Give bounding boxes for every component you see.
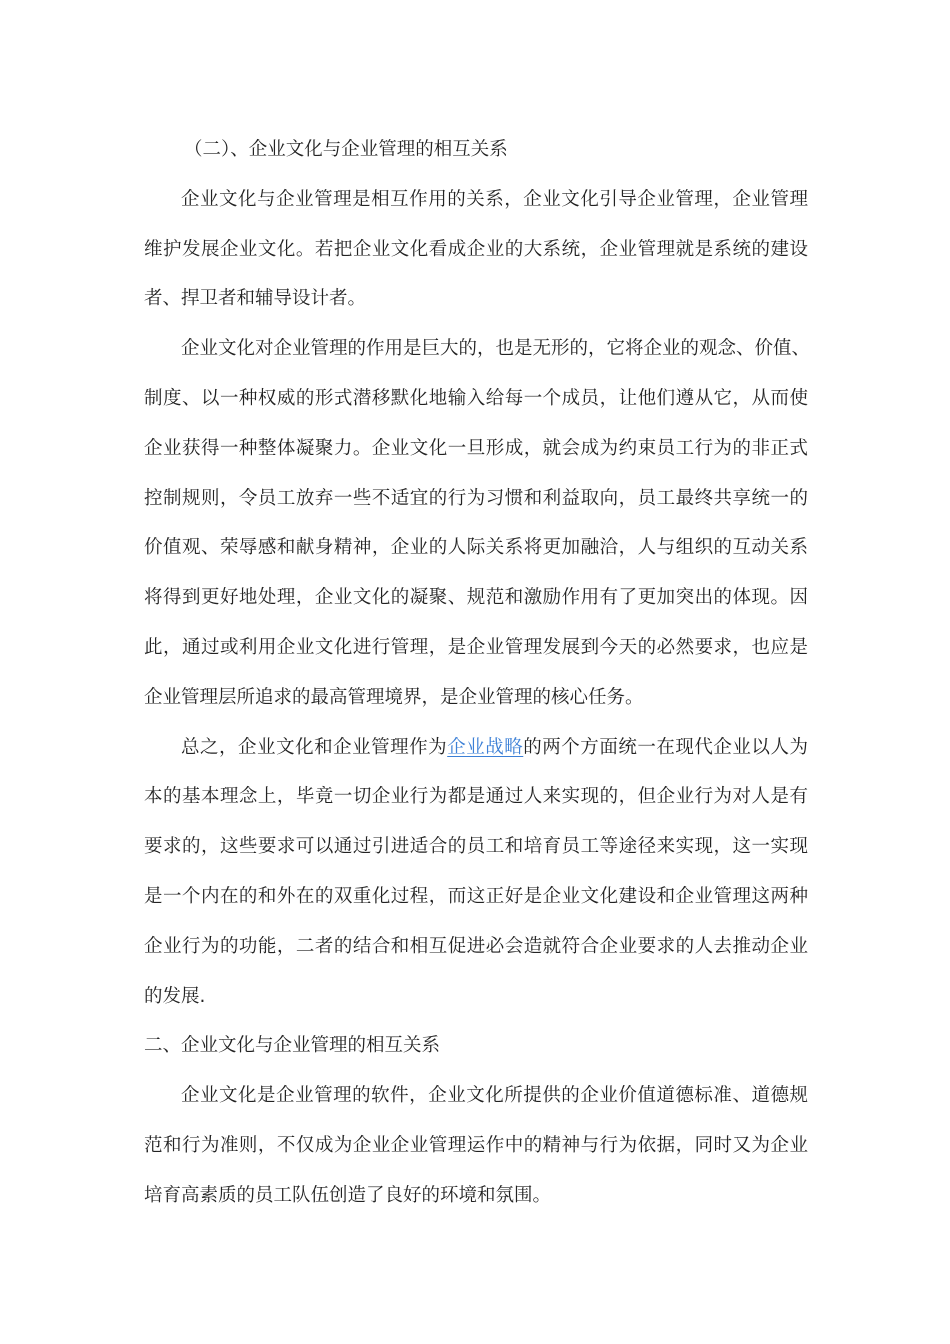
paragraph-line-with-link xyxy=(144,723,808,773)
paragraph-line: 是一个内在的和外在的双重化过程，而这正好是企业文化建设和企业管理这两种 xyxy=(144,885,808,907)
paragraph-line: 企业管理层所追求的最高管理境界，是企业管理的核心任务。 xyxy=(144,686,644,708)
paragraph-text: 总之，企业文化和企业管理作为 xyxy=(181,736,448,758)
paragraph-3 xyxy=(144,723,808,1022)
paragraph-line: 企业行为的功能，二者的结合和相互促进必会造就符合企业要求的人去推动企业 xyxy=(144,935,808,957)
section-heading: 二、企业文化与企业管理的相互关系 xyxy=(144,1035,441,1057)
paragraph-line: 本的基本理念上，毕竟一切企业行为都是通过人来实现的，但企业行为对人是有 xyxy=(144,786,808,808)
paragraph-line: 此，通过或利用企业文化进行管理，是企业管理发展到今天的必然要求，也应是 xyxy=(144,636,808,658)
paragraph-line: 企业文化是企业管理的软件，企业文化所提供的企业价值道德标准、道德规 xyxy=(181,1085,808,1107)
paragraph-line: 者、捍卫者和辅导设计者。 xyxy=(144,288,367,310)
paragraph-line: 维护发展企业文化。若把企业文化看成企业的大系统，企业管理就是系统的建设 xyxy=(144,238,808,260)
enterprise-strategy-link[interactable]: 企业战略 xyxy=(447,736,524,758)
paragraph-line: 制度、以一种权威的形式潜移默化地输入给每一个成员，让他们遵从它，从而使 xyxy=(144,387,808,409)
paragraph-line: 价值观、荣辱感和献身精神，企业的人际关系将更加融洽，人与组织的互动关系 xyxy=(144,537,808,559)
paragraph-2 xyxy=(144,324,811,722)
paragraph-text: 的两个方面统一在现代企业以人为 xyxy=(523,736,808,758)
paragraph-line: 企业获得一种整体凝聚力。企业文化一旦形成，就会成为约束员工行为的非正式 xyxy=(144,437,808,459)
paragraph-line: 的发展. xyxy=(144,985,206,1007)
paragraph-line: 将得到更好地处理，企业文化的凝聚、规范和激励作用有了更加突出的体现。因 xyxy=(144,587,808,609)
paragraph-line: 要求的，这些要求可以通过引进适合的员工和培育员工等途径来实现，这一实现 xyxy=(144,836,808,858)
paragraph-line: 企业文化对企业管理的作用是巨大的，也是无形的，它将企业的观念、价值、 xyxy=(181,338,811,360)
paragraph-1 xyxy=(144,175,808,324)
paragraph-line: 范和行为准则，不仅成为企业企业管理运作中的精神与行为依据，同时又为企业 xyxy=(144,1134,808,1156)
document-page xyxy=(144,125,811,1221)
paragraph-line: 企业文化与企业管理是相互作用的关系，企业文化引导企业管理，企业管理 xyxy=(181,188,808,210)
paragraph-4 xyxy=(144,1071,808,1220)
paragraph-line: 控制规则，令员工放弃一些不适宜的行为习惯和利益取向，员工最终共享统一的 xyxy=(144,487,808,509)
paragraph-line: 培育高素质的员工队伍创造了良好的环境和氛围。 xyxy=(144,1184,552,1206)
section-subheading: （二）、企业文化与企业管理的相互关系 xyxy=(184,139,508,160)
